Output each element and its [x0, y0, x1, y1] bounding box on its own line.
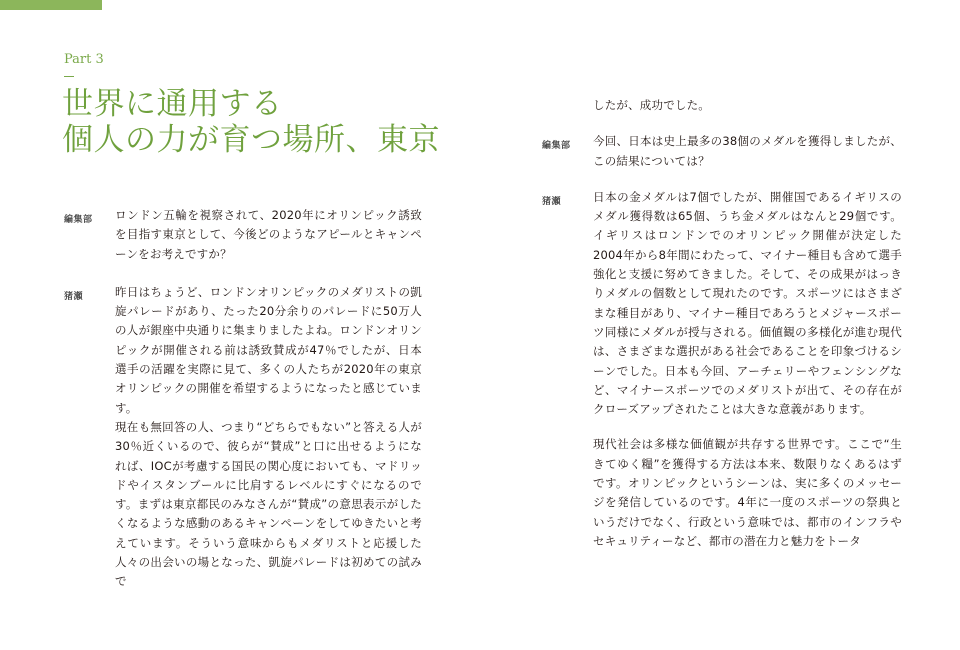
closing-entry	[542, 435, 902, 551]
speaker-label: 編集部	[542, 141, 571, 152]
answer-continuation	[542, 96, 902, 115]
page-title	[62, 86, 440, 158]
speaker-label: 猪瀬	[542, 196, 562, 207]
accent-bar	[0, 0, 102, 10]
title-line-1: 世界に通用する	[62, 86, 283, 122]
interview-entry-editor	[64, 206, 422, 264]
interview-entry-editor	[542, 132, 902, 171]
speaker-label: 猪瀬	[64, 291, 84, 302]
answer-paragraph: 現在も無回答の人、つまり“どちらでもない”と答える人が30％近くいるので、彼らが“賛成”と口に出せるようになれば、IOCが考慮する国民の関心度においても、マドリッドやイスタンブールに比肩するレベルにすぐになるのです。まずは東京都民のみなさんが“賛成”の意思表示がしたくなるような感動のあるキャンペーンをしてゆきたいと考えています。そういう意味からもメダリストと応援した人々の出会いの場となった、凱旋パレードは初めての試みで	[115, 419, 422, 589]
right-column	[542, 96, 902, 551]
question-text: ロンドン五輪を視察されて、2020年にオリンピック誘致を目指す東京として、今後どのようなアピールとキャンペーンをお考えですか？	[115, 208, 422, 261]
part-rule	[64, 76, 74, 77]
title-line-2: 個人の力が育つ場所、東京	[62, 122, 440, 158]
left-column	[64, 206, 422, 592]
speaker-label: 編集部	[64, 215, 93, 225]
part-label: Part 3	[64, 52, 104, 67]
interview-entry-inose	[64, 283, 422, 592]
continuation-text: したが、成功でした。	[593, 98, 710, 112]
answer-paragraph: 現代社会は多様な価値観が共存する世界です。ここで“生きてゆく糧”を獲得する方法は本来、数限りなくあるはずです。オリンピックというシーンは、実に多くのメッセージを発信しているのです。4年に一度のスポーツの祭典というだけでなく、行政という意味では、都市のインフラやセキュリティーなど、都市の潜在力と魅力をトータ	[593, 437, 902, 548]
question-text: 今回、日本は史上最多の38個のメダルを獲得しましたが、この結果については？	[593, 134, 902, 168]
answer-paragraph: 日本の金メダルは7個でしたが、開催国であるイギリスのメダル獲得数は65個、うち金メダルはなんと29個です。イギリスはロンドンでのオリンピック開催が決定した2004年から8年間にわたって、マイナー種目も含めて選手強化と支援に努めてきました。そして、その成果がはっきりメダルの個数として現れたのです。スポーツにはさまざまな種目があり、マイナー種目であろうとメジャースポーツ同様にメダルが授与される。価値観の多様化が進む現代は、さまざまな選択がある社会であることを印象づけるシーンでした。日本も今回、アーチェリーやフェンシングなど、マイナースポーツでのメダリストが出て、その存在がクローズアップされたことは大きな意義があります。	[593, 189, 902, 417]
interview-entry-inose	[542, 188, 902, 420]
answer-paragraph: 昨日はちょうど、ロンドンオリンピックのメダリストの凱旋パレードがあり、たった20分余りのパレードに50万人の人が銀座中央通りに集まりましたよね。ロンドンオリンピックが開催される前は誘致賛成が47％でしたが、日本選手の活躍を実際に見て、多くの人たちが2020年の東京オリンピックの開催を希望するようになったと感じています。	[115, 284, 422, 415]
